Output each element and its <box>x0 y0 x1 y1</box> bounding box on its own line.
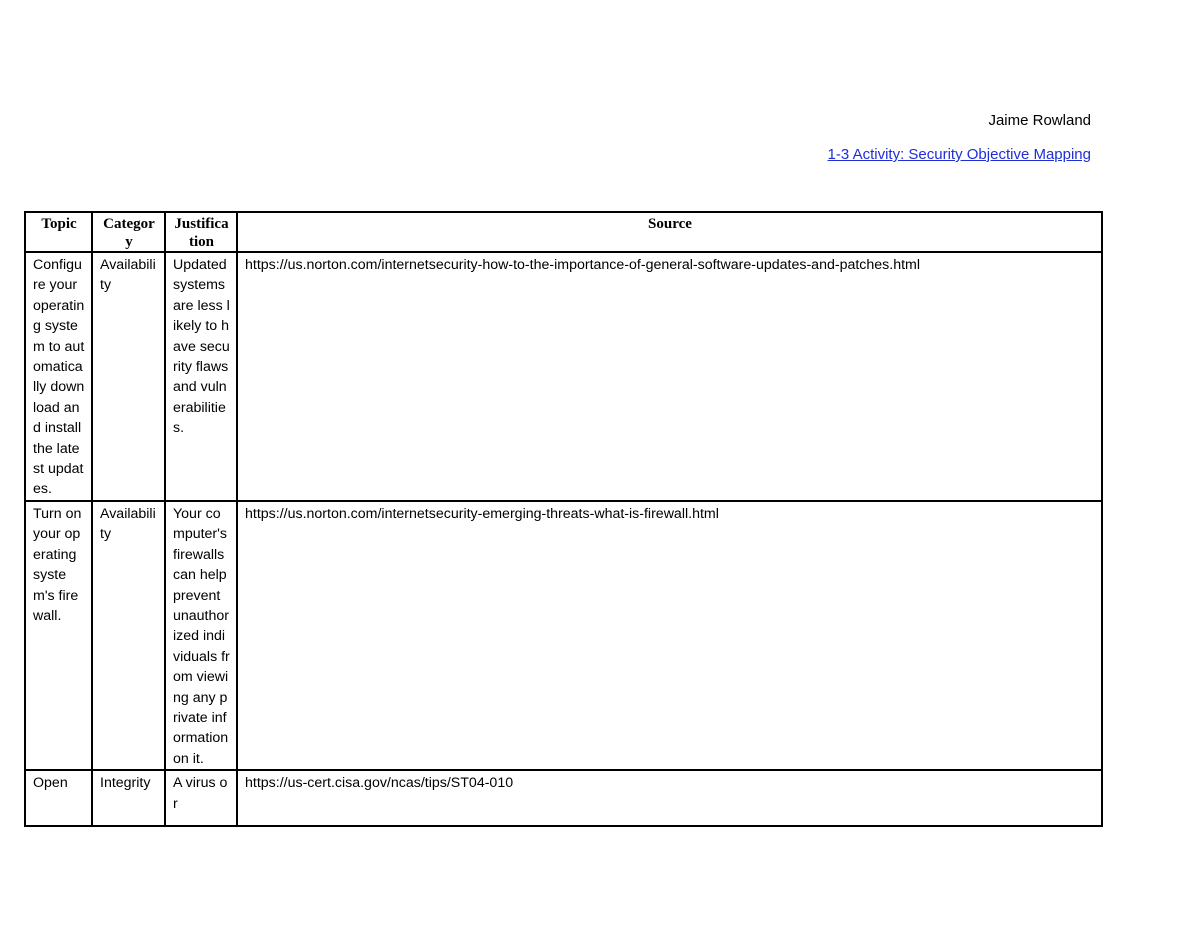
cell-topic: Configure your operating system to automatically download and install the latest updates. <box>25 252 92 501</box>
cell-justification: Your computer's firewalls can help prevent unauthorized individuals from viewing any private information on it. <box>165 501 237 770</box>
table-row <box>25 770 1102 826</box>
cell-category: Availability <box>92 501 165 770</box>
cell-topic: Turn on your operating system's firewall. <box>25 501 92 770</box>
source-url[interactable]: https://us-cert.cisa.gov/ncas/tips/ST04-010 <box>245 775 514 792</box>
cell-category: Integrity <box>92 770 165 826</box>
cell-source[interactable] <box>237 770 1102 826</box>
author-name: Jaime Rowland <box>988 112 1091 129</box>
header-source: Source <box>237 212 1102 252</box>
cell-source[interactable] <box>237 252 1102 501</box>
table-header-row <box>25 212 1102 252</box>
activity-title-link[interactable]: 1-3 Activity: Security Objective Mapping <box>827 146 1091 163</box>
header-topic: Topic <box>25 212 92 252</box>
security-objective-table <box>24 211 1103 827</box>
cell-topic: Open <box>25 770 92 826</box>
header-category: Category <box>92 212 165 252</box>
cell-source[interactable] <box>237 501 1102 770</box>
source-url[interactable]: https://us.norton.com/internetsecurity-how-to-the-importance-of-general-software-updates-and-patches.html <box>245 257 921 273</box>
cell-category: Availability <box>92 252 165 501</box>
header-justification: Justification <box>165 212 237 252</box>
table-row <box>25 501 1102 770</box>
cell-justification: A virus or <box>165 770 237 826</box>
cell-justification: Updated systems are less likely to have security flaws and vulnerabilities. <box>165 252 237 501</box>
source-url[interactable]: https://us.norton.com/internetsecurity-emerging-threats-what-is-firewall.html <box>245 505 719 522</box>
table-row <box>25 252 1102 501</box>
